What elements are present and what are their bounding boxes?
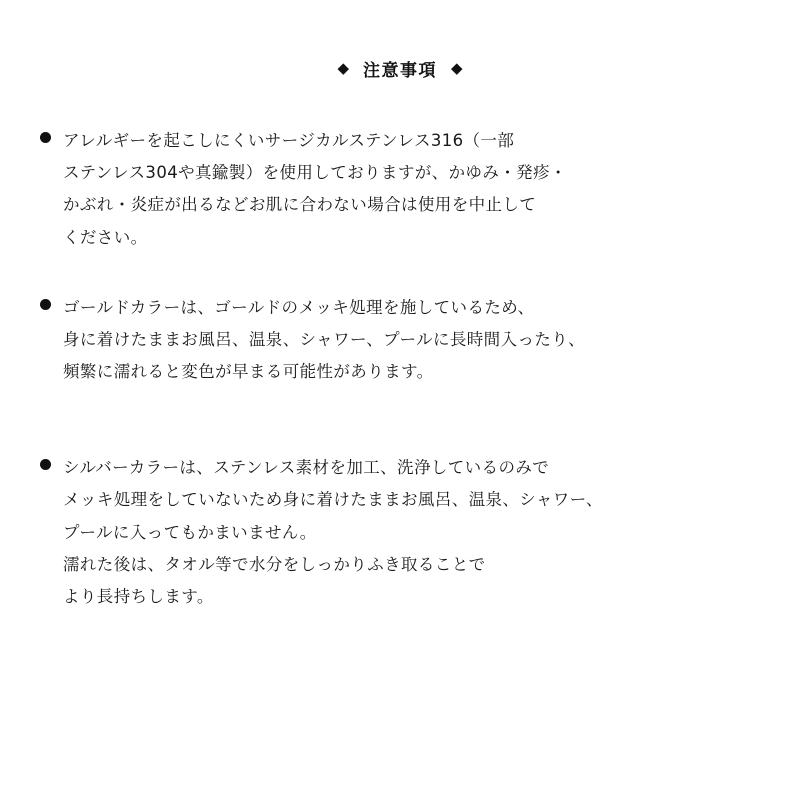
text-line: 頻繁に濡れると変色が早まる可能性があります。 — [63, 362, 434, 382]
list-item-text — [63, 125, 760, 254]
bullet-icon — [40, 459, 51, 470]
text-line: かぶれ・炎症が出るなどお肌に合わない場合は使用を中止して — [63, 195, 537, 215]
bullet-icon — [40, 132, 51, 143]
diamond-right-icon: ◆ — [451, 59, 463, 77]
page-title — [40, 56, 760, 81]
text-line: ステンレス304や真鍮製）を使用しておりますが、かゆみ・発疹・ — [63, 163, 567, 183]
diamond-left-icon: ◆ — [337, 59, 349, 77]
list-item — [40, 292, 760, 389]
notice-list — [40, 125, 760, 613]
text-line: ください。 — [63, 227, 148, 247]
text-line: 濡れた後は、タオル等で水分をしっかりふき取ることで — [63, 554, 486, 574]
bullet-icon — [40, 299, 51, 310]
list-item-text — [63, 452, 760, 613]
text-line: より長持ちします。 — [63, 586, 214, 606]
text-line: プールに入ってもかまいません。 — [63, 522, 317, 542]
page-title-text: 注意事項 — [363, 61, 437, 81]
text-line: ゴールドカラーは、ゴールドのメッキ処理を施しているため、 — [63, 297, 535, 317]
list-item — [40, 452, 760, 613]
list-item — [40, 125, 760, 254]
text-line: アレルギーを起こしにくいサージカルステンレス316（一部 — [63, 131, 515, 150]
text-line: 身に着けたままお風呂、温泉、シャワー、プールに長時間入ったり、 — [63, 329, 586, 349]
text-line: シルバーカラーは、ステンレス素材を加工、洗浄しているのみで — [63, 458, 550, 478]
text-line: メッキ処理をしていないため身に着けたままお風呂、温泉、シャワー、 — [63, 490, 603, 510]
list-item-text — [63, 292, 760, 389]
